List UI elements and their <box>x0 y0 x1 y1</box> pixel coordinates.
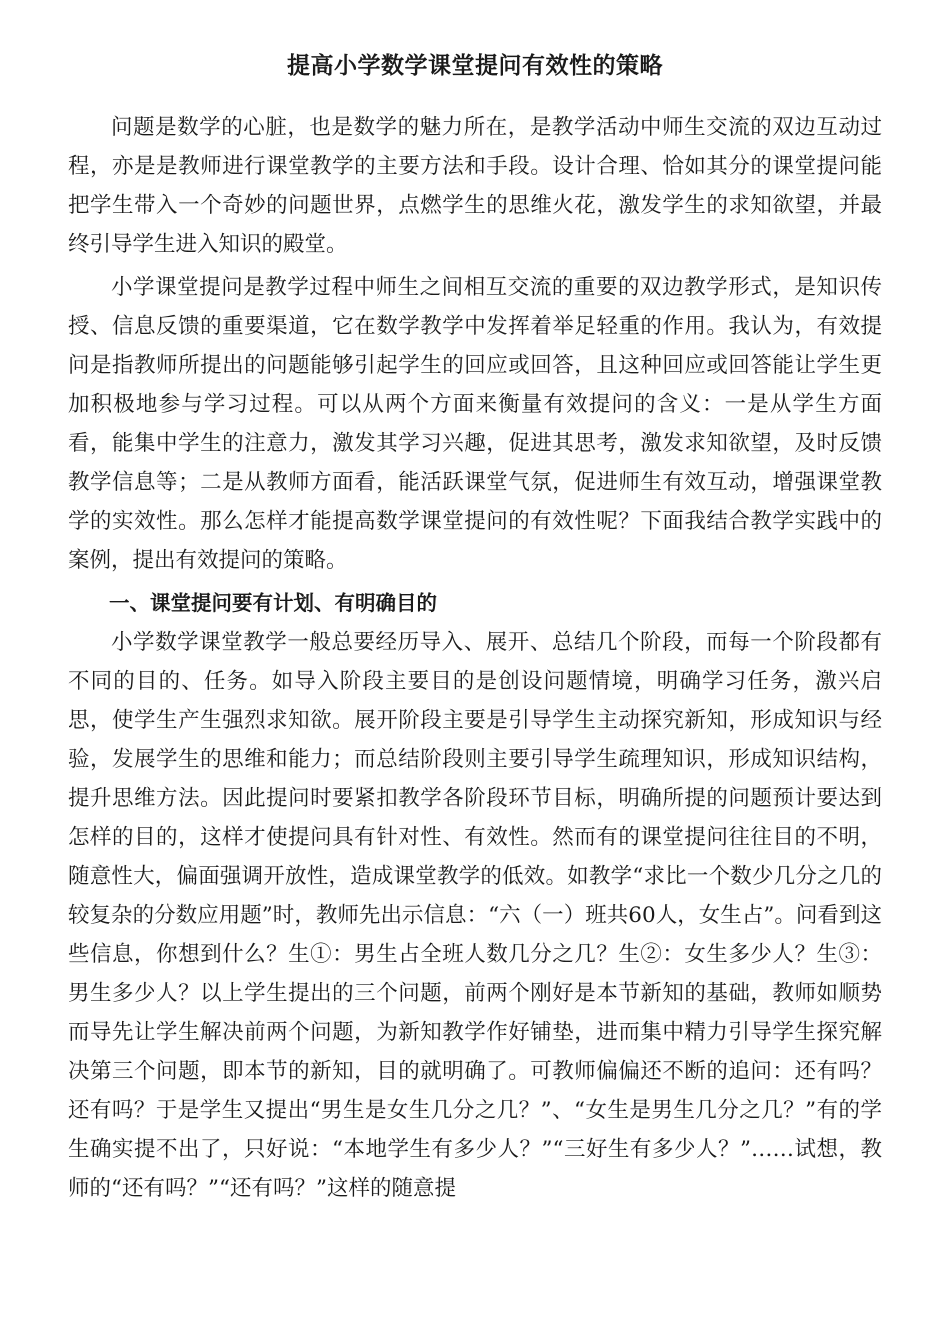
section-1-paragraph: 小学数学课堂教学一般总要经历导入、展开、总结几个阶段，而每一个阶段都有不同的目的、任务。如导入阶段主要目的是创设问题情境，明确学习任务，激兴启思，使学生产生强烈求知欲。展开阶段主要是引导学生主动探究新知，形成知识与经验，发展学生的思维和能力；而总结阶段则主要引导学生疏理知识，形成知识结构，提升思维方法。因此提问时要紧扣教学各阶段环节目标，明确所提的问题预计要达到怎样的目的，这样才使提问具有针对性、有效性。然而有的课堂提问往往目的不明，随意性大，偏面强调开放性，造成课堂教学的低效。如教学“求比一个数少几分之几的较复杂的分数应用题”时，教师先出示信息：“六（一）班共60人，女生占”。问看到这些信息，你想到什么？生①：男生占全班人数几分之几？生②：女生多少人？生③：男生多少人？以上学生提出的三个问题，前两个刚好是本节新知的基础，教师如顺势而导先让学生解决前两个问题，为新知教学作好铺垫，进而集中精力引导学生探究解决第三个问题，即本节的新知，目的就明确了。可教师偏偏还不断的追问：还有吗？还有吗？于是学生又提出“男生是女生几分之几？”、“女生是男生几分之几？”有的学生确实提不出了，只好说：“本地学生有多少人？”“三好生有多少人？”……试想，教师的“还有吗？”“还有吗？”这样的随意提 <box>68 630 882 1201</box>
intro-paragraph-2: 小学课堂提问是教学过程中师生之间相互交流的重要的双边教学形式，是知识传授、信息反馈的重要渠道，它在数学教学中发挥着举足轻重的作用。我认为，有效提问是指教师所提出的问题能够引起学生的回应或回答，且这种回应或回答能让学生更加积极地参与学习过程。可以从两个方面来衡量有效提问的含义：一是从学生方面看，能集中学生的注意力，激发其学习兴趣，促进其思考，激发求知欲望，及时反馈教学信息等；二是从教师方面看，能活跃课堂气氛，促进师生有效互动，增强课堂教学的实效性。那么怎样才能提高数学课堂提问的有效性呢？下面我结合教学实践中的案例，提出有效提问的策略。 <box>68 275 882 573</box>
section-heading-1: 一、课堂提问要有计划、有明确目的 <box>109 591 437 615</box>
document-page <box>68 50 882 1212</box>
document-title: 提高小学数学课堂提问有效性的策略 <box>287 53 663 79</box>
intro-paragraph-1: 问题是数学的心脏，也是数学的魅力所在，是教学活动中师生交流的双边互动过程，亦是是教师进行课堂教学的主要方法和手段。设计合理、恰如其分的课堂提问能把学生带入一个奇妙的问题世界，点燃学生的思维火花，激发学生的求知欲望，并最终引导学生进入知识的殿堂。 <box>68 115 882 257</box>
